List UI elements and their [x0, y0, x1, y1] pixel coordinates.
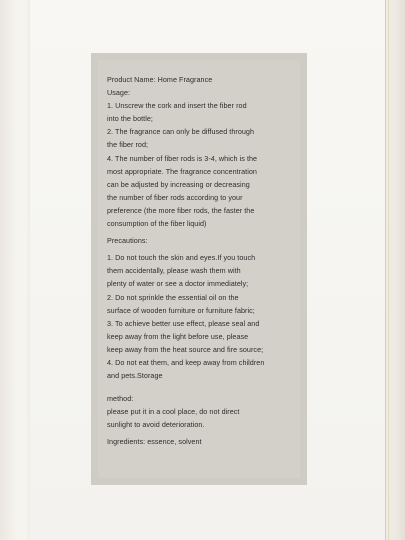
- usage-line: into the bottle;: [107, 114, 153, 124]
- precaution-line: them accidentally, please wash them with: [107, 266, 241, 276]
- box-edge: [385, 0, 386, 540]
- usage-line: 2. The fragrance can only be diffused through: [107, 127, 255, 137]
- box-edge-inner: [388, 0, 389, 540]
- ingredients: Ingredients: essence, solvent: [107, 437, 202, 447]
- usage-line: 1. Unscrew the cork and insert the fiber rod: [107, 101, 247, 111]
- precaution-line: surface of wooden furniture or furniture fabric;: [107, 305, 255, 315]
- usage-line: preference (the more fiber rods, the faster the: [107, 205, 255, 215]
- precaution-line: 2. Do not sprinkle the essential oil on the: [107, 292, 239, 302]
- precaution-line: 4. Do not eat them, and keep away from children: [107, 357, 265, 367]
- label-panel: [98, 60, 300, 478]
- method-line: sunlight to avoid deterioration.: [107, 420, 205, 430]
- precaution-line: and pets.Storage: [107, 371, 163, 381]
- usage-line: 4. The number of fiber rods is 3-4, which is the: [107, 153, 258, 163]
- precautions-heading: Precautions:: [107, 236, 148, 246]
- method-line: please put it in a cool place, do not direct: [107, 407, 240, 417]
- precaution-line: keep away from the light before use, please: [107, 331, 249, 341]
- usage-line: most appropriate. The fragrance concentration: [107, 166, 257, 176]
- usage-line: the fiber rod;: [107, 140, 149, 150]
- precaution-line: keep away from the heat source and fire source;: [107, 344, 264, 354]
- usage-line: consumption of the fiber liquid): [107, 219, 207, 229]
- method-heading: method:: [107, 394, 134, 404]
- product-name: Product Name: Home Fragrance: [107, 75, 213, 84]
- usage-line: can be adjusted by increasing or decreasing: [107, 179, 250, 189]
- precaution-line: plenty of water or see a doctor immediately;: [107, 279, 249, 289]
- usage-line: the number of fiber rods according to your: [107, 192, 243, 202]
- precaution-line: 3. To achieve better use effect, please seal and: [107, 318, 260, 328]
- precaution-line: 1. Do not touch the skin and eyes.If you touch: [107, 253, 256, 263]
- usage-heading: Usage:: [107, 88, 131, 98]
